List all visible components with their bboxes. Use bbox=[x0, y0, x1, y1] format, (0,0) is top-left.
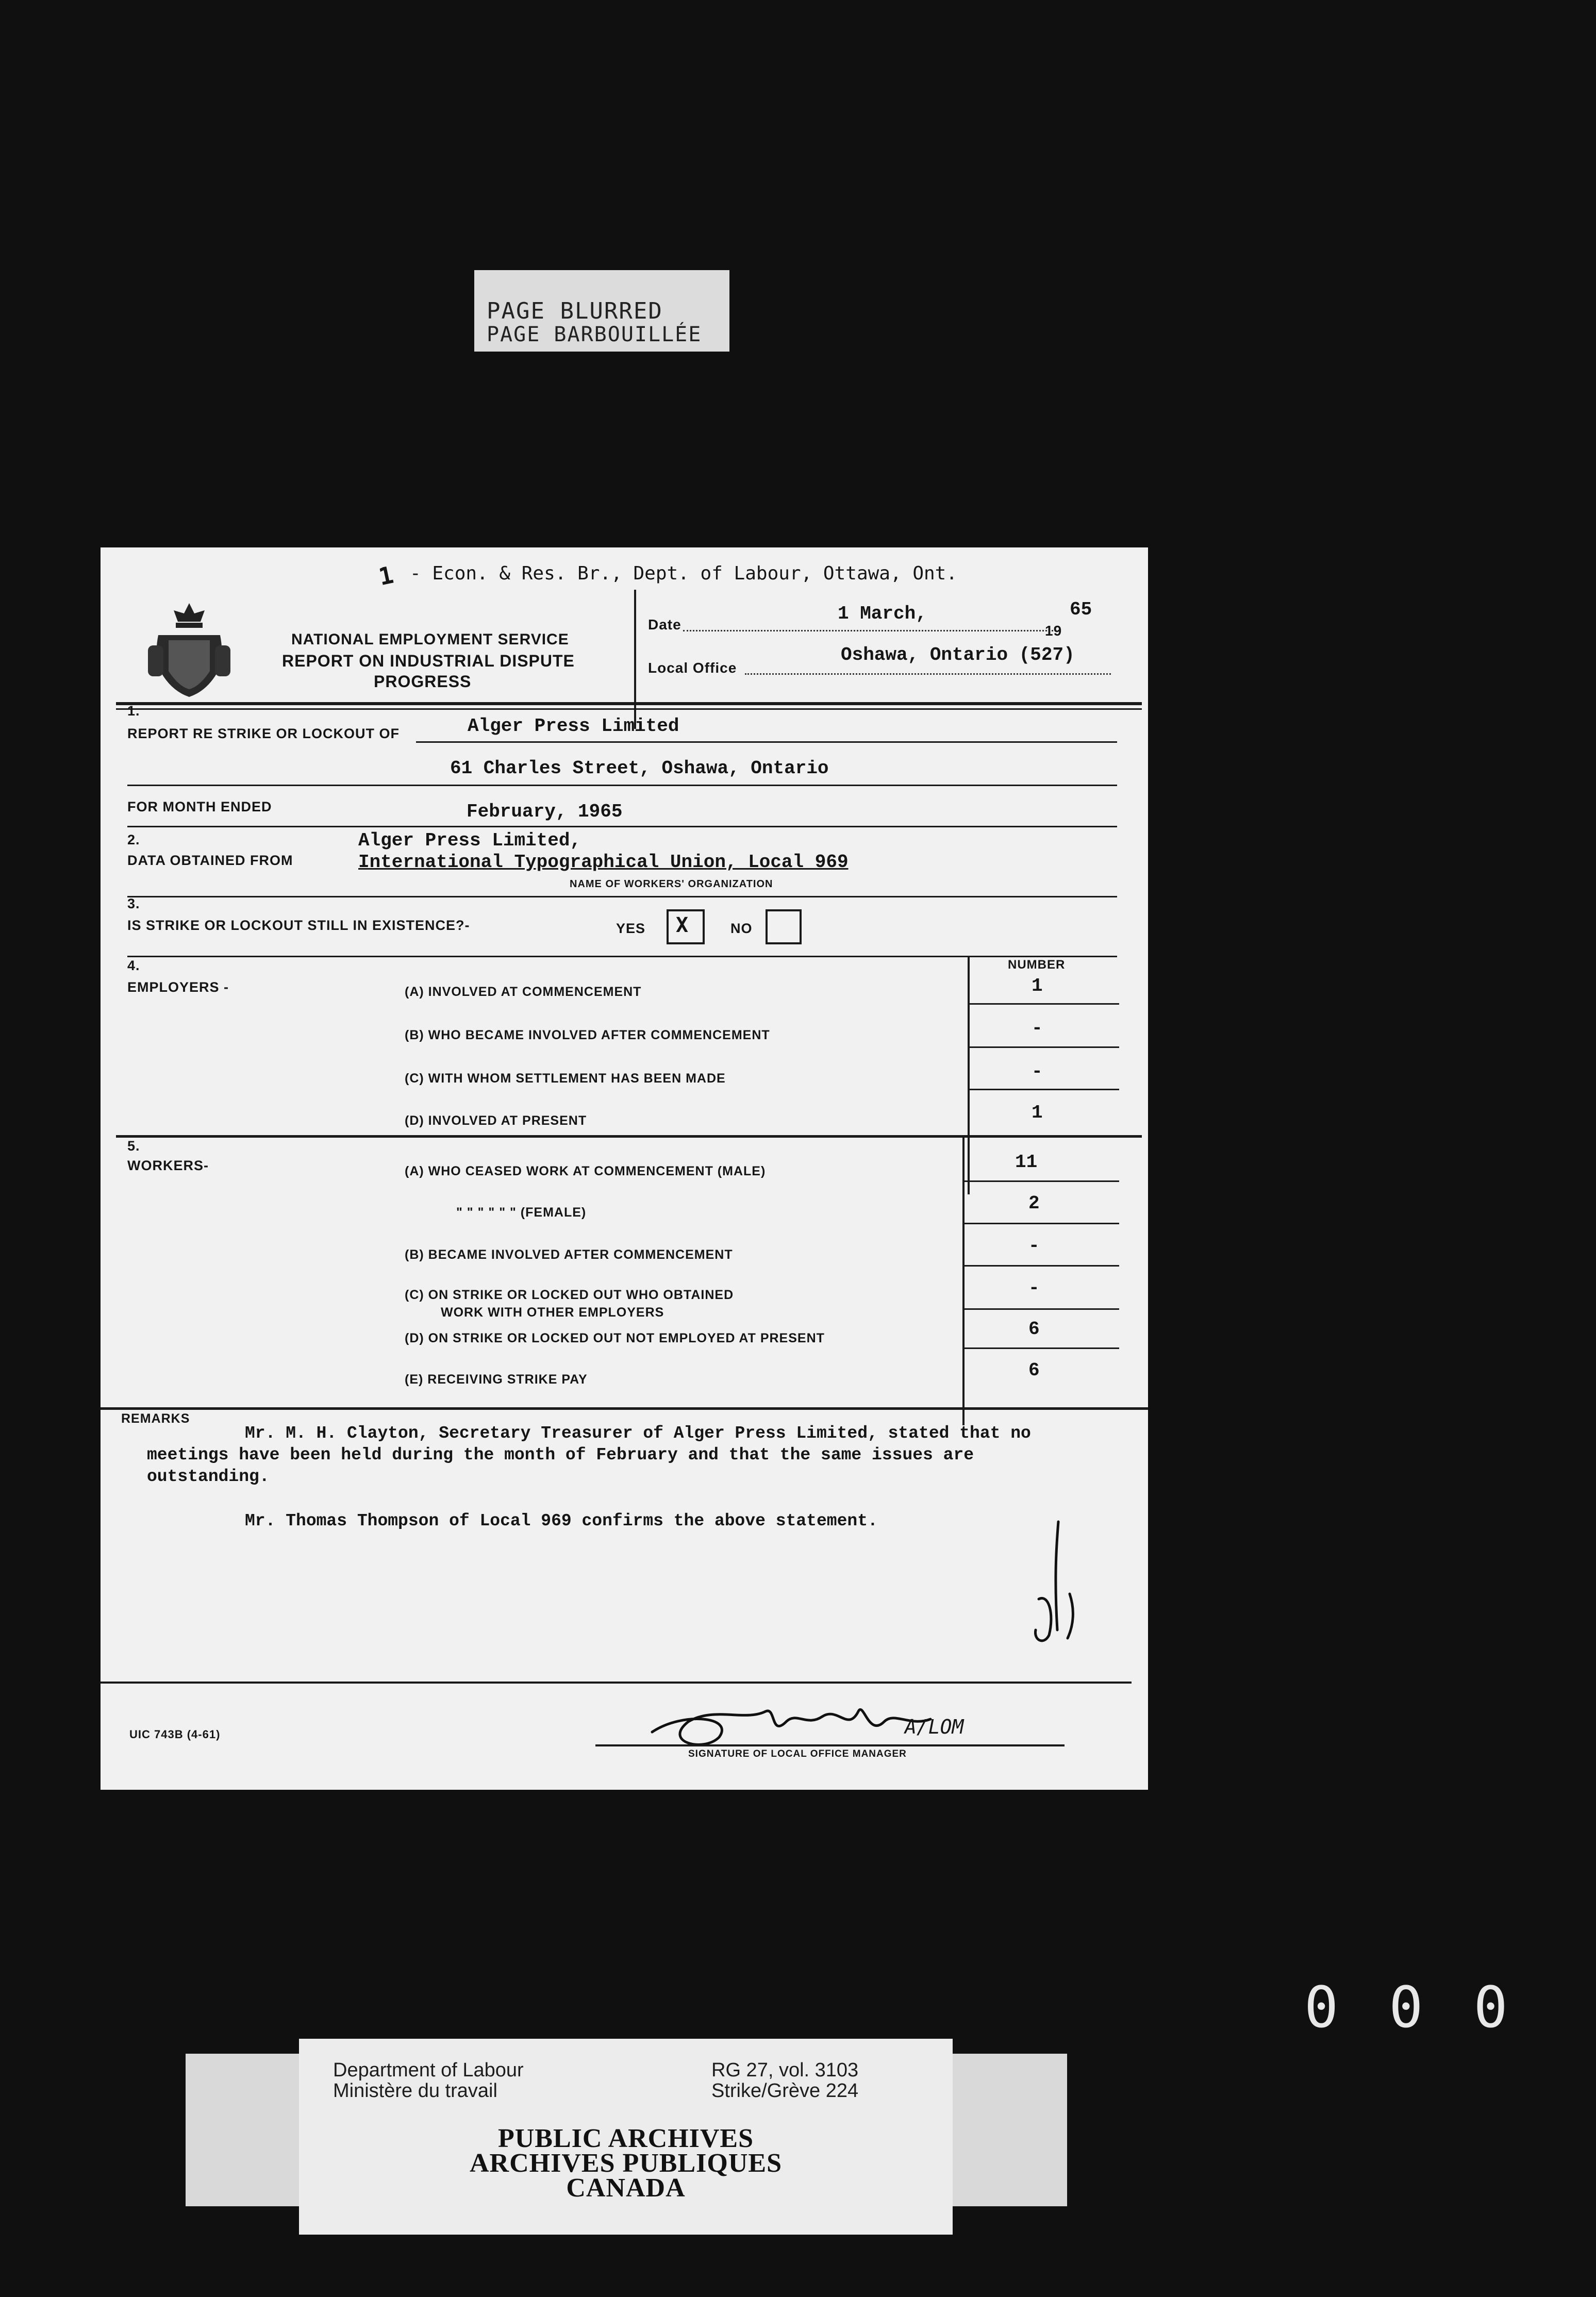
archive-title-1: PUBLIC ARCHIVES bbox=[497, 2124, 754, 2153]
handwritten-initials-icon bbox=[1018, 1517, 1090, 1651]
workers-row-b-label: (B) BECAME INVOLVED AFTER COMMENCEMENT bbox=[405, 1247, 733, 1262]
archive-ref-2: Strike/Grève 224 bbox=[711, 2080, 859, 2102]
no-checkbox[interactable] bbox=[766, 909, 802, 944]
form-code: UIC 743B (4-61) bbox=[129, 1728, 221, 1741]
remarks-p1-line2: meetings have been held during the month of February and that the same issues are bbox=[147, 1445, 974, 1464]
workers-row-d-value: 6 bbox=[1028, 1319, 1040, 1340]
section-4-number: 4. bbox=[127, 958, 140, 973]
workers-row-c-value: - bbox=[1028, 1277, 1040, 1299]
header-bottom-rule bbox=[116, 702, 1142, 705]
section-3-label: IS STRIKE OR LOCKOUT STILL IN EXISTENCE?- bbox=[127, 918, 470, 933]
remarks-bottom-line bbox=[101, 1682, 1132, 1684]
employers-row-c-value: - bbox=[1032, 1061, 1043, 1082]
month-ended-value: February, 1965 bbox=[467, 801, 623, 822]
local-office-line bbox=[745, 673, 1111, 675]
number-column-divider bbox=[968, 957, 970, 1194]
workers-row-a-label: (A) WHO CEASED WORK AT COMMENCEMENT (MALE) bbox=[405, 1164, 766, 1178]
archive-title-2: ARCHIVES PUBLIQUES bbox=[469, 2149, 783, 2178]
header-bottom-rule-2 bbox=[116, 708, 1142, 710]
employers-row-d-value: 1 bbox=[1032, 1102, 1043, 1123]
archive-label bbox=[299, 2039, 953, 2235]
archive-title-3: CANADA bbox=[566, 2173, 686, 2203]
remarks-p1-line1: Mr. M. H. Clayton, Secretary Treasurer of Alger Press Limited, stated that no bbox=[245, 1424, 1031, 1443]
archive-ref-1: RG 27, vol. 3103 bbox=[711, 2059, 859, 2081]
employers-row-a-line bbox=[970, 1003, 1119, 1005]
page-blurred-label bbox=[474, 270, 729, 352]
workers-row-c-label-2: WORK WITH OTHER EMPLOYERS bbox=[441, 1305, 664, 1320]
signature-caption: SIGNATURE OF LOCAL OFFICE MANAGER bbox=[688, 1749, 907, 1759]
section-5-number: 5. bbox=[127, 1138, 140, 1154]
workers-row-female-value: 2 bbox=[1028, 1193, 1040, 1214]
section-1-label: REPORT RE STRIKE OR LOCKOUT OF bbox=[127, 726, 400, 741]
service-name: NATIONAL EMPLOYMENT SERVICE bbox=[291, 631, 569, 648]
employers-row-c-label: (C) WITH WHOM SETTLEMENT HAS BEEN MADE bbox=[405, 1071, 726, 1086]
employers-row-b-label: (B) WHO BECAME INVOLVED AFTER COMMENCEMENT bbox=[405, 1028, 770, 1042]
top-note-mark: 1 bbox=[376, 560, 396, 591]
month-ended-line bbox=[127, 826, 1117, 827]
workers-row-b-line bbox=[965, 1265, 1119, 1267]
remarks-p2: Mr. Thomas Thompson of Local 969 confirms the above statement. bbox=[245, 1511, 878, 1530]
employers-row-d-label: (D) INVOLVED AT PRESENT bbox=[405, 1113, 587, 1128]
month-ended-label: FOR MONTH ENDED bbox=[127, 799, 272, 814]
workers-row-female-line bbox=[965, 1223, 1119, 1224]
local-office-label: Local Office bbox=[648, 660, 737, 676]
yes-check-mark: X bbox=[676, 913, 689, 937]
workers-org-caption: NAME OF WORKERS' ORGANIZATION bbox=[570, 878, 773, 890]
employers-row-a-value: 1 bbox=[1032, 975, 1043, 996]
date-value: 1 March, bbox=[838, 603, 927, 624]
signature-suffix: A/LOM bbox=[905, 1716, 964, 1738]
form-title-line2: PROGRESS bbox=[374, 672, 472, 691]
remarks-p1-line3: outstanding. bbox=[147, 1467, 270, 1486]
section-4-label: EMPLOYERS - bbox=[127, 979, 229, 995]
employers-row-a-label: (A) INVOLVED AT COMMENCEMENT bbox=[405, 985, 642, 999]
no-label: NO bbox=[730, 921, 753, 936]
section-1-value: Alger Press Limited bbox=[468, 715, 679, 737]
section-3-number: 3. bbox=[127, 896, 140, 911]
canada-coat-of-arms-icon bbox=[143, 599, 236, 702]
workers-row-a-line bbox=[965, 1180, 1119, 1182]
employers-row-b-line bbox=[970, 1046, 1119, 1048]
section-1-address: 61 Charles Street, Oshawa, Ontario bbox=[450, 758, 829, 779]
dispute-report-form bbox=[101, 547, 1148, 1790]
blur-label-line1: PAGE BLURRED bbox=[487, 298, 663, 324]
section-5-label: WORKERS- bbox=[127, 1158, 209, 1173]
frame-number: 000 bbox=[1304, 1974, 1558, 2040]
section-2-value-1: Alger Press Limited, bbox=[358, 830, 581, 851]
year-prefix: 19 bbox=[1045, 623, 1062, 639]
top-note: - Econ. & Res. Br., Dept. of Labour, Ottawa, Ont. bbox=[410, 563, 958, 584]
number-column-header: NUMBER bbox=[1008, 958, 1066, 972]
section-2-label: DATA OBTAINED FROM bbox=[127, 853, 293, 868]
workers-row-a-value: 11 bbox=[1015, 1152, 1038, 1173]
workers-row-d-line bbox=[965, 1347, 1119, 1349]
archive-dept-fr: Ministère du travail bbox=[333, 2080, 497, 2102]
workers-number-divider bbox=[962, 1137, 965, 1425]
yes-checkbox[interactable] bbox=[667, 909, 705, 944]
section-1-address-line bbox=[127, 785, 1117, 786]
section-2-number: 2. bbox=[127, 832, 140, 847]
archive-dept-en: Department of Labour bbox=[333, 2059, 524, 2081]
section-5-line bbox=[101, 1407, 1148, 1410]
blur-label-line2: PAGE BARBOUILLÉE bbox=[487, 323, 702, 346]
local-office-value: Oshawa, Ontario (527) bbox=[841, 644, 1075, 665]
signature-line bbox=[595, 1744, 1065, 1746]
year-value: 65 bbox=[1070, 599, 1092, 620]
workers-row-c-line bbox=[965, 1308, 1119, 1310]
date-label: Date bbox=[648, 617, 681, 632]
employers-row-c-line bbox=[970, 1089, 1119, 1090]
remarks-label: REMARKS bbox=[121, 1411, 190, 1426]
workers-row-female-label: " " " " " " (FEMALE) bbox=[456, 1205, 587, 1220]
workers-row-e-label: (E) RECEIVING STRIKE PAY bbox=[405, 1372, 588, 1387]
workers-row-e-value: 6 bbox=[1028, 1360, 1040, 1381]
employers-row-b-value: - bbox=[1032, 1018, 1043, 1039]
section-2-line bbox=[127, 896, 1117, 897]
date-line bbox=[683, 630, 1059, 631]
section-2-value-2: International Typographical Union, Local 969 bbox=[358, 852, 849, 873]
section-1-value-line bbox=[416, 741, 1117, 743]
section-1-number: 1. bbox=[127, 703, 140, 719]
section-4-line bbox=[116, 1135, 1142, 1138]
yes-label: YES bbox=[616, 921, 646, 936]
workers-row-d-label: (D) ON STRIKE OR LOCKED OUT NOT EMPLOYED AT PRESENT bbox=[405, 1331, 825, 1345]
workers-row-c-label: (C) ON STRIKE OR LOCKED OUT WHO OBTAINED bbox=[405, 1288, 734, 1302]
form-title-line1: REPORT ON INDUSTRIAL DISPUTE bbox=[282, 652, 575, 670]
workers-row-b-value: - bbox=[1028, 1235, 1040, 1256]
